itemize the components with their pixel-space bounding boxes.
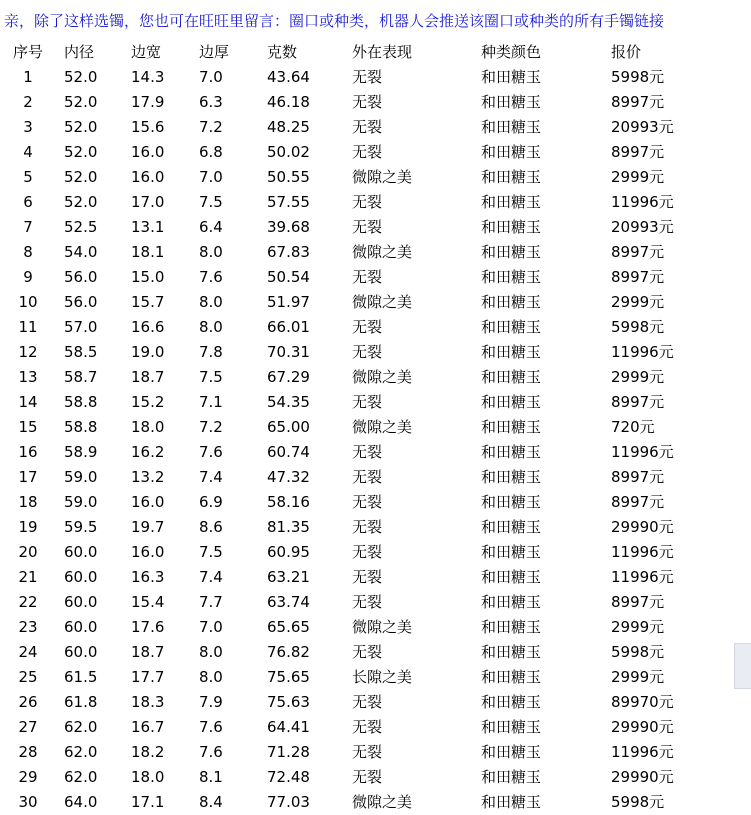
row-price: 11996元 xyxy=(611,568,674,586)
row-band-width: 13.1 xyxy=(131,218,165,236)
row-price: 29990元 xyxy=(611,518,674,536)
row-band-thickness: 8.0 xyxy=(199,243,223,261)
row-price: 11996元 xyxy=(611,743,674,761)
row-weight: 65.00 xyxy=(267,418,310,436)
row-type-color: 和田糖玉 xyxy=(481,693,542,711)
row-band-thickness: 7.5 xyxy=(199,543,223,561)
row-type-color: 和田糖玉 xyxy=(481,293,542,311)
table-row xyxy=(0,565,751,590)
row-index: 8 xyxy=(23,243,33,261)
row-index: 2 xyxy=(23,93,33,111)
row-weight: 46.18 xyxy=(267,93,310,111)
row-index: 28 xyxy=(18,743,38,761)
row-weight: 63.74 xyxy=(267,593,310,611)
row-band-width: 16.7 xyxy=(131,718,165,736)
row-type-color: 和田糖玉 xyxy=(481,393,542,411)
row-weight: 76.82 xyxy=(267,643,310,661)
row-weight: 57.55 xyxy=(267,193,310,211)
row-price: 11996元 xyxy=(611,193,674,211)
row-type-color: 和田糖玉 xyxy=(481,318,542,336)
row-type-color: 和田糖玉 xyxy=(481,343,542,361)
row-inner-diameter: 52.0 xyxy=(64,68,98,86)
row-price: 11996元 xyxy=(611,443,674,461)
header-band-width: 边宽 xyxy=(131,43,162,61)
header-index: 序号 xyxy=(12,43,43,61)
row-appearance: 无裂 xyxy=(352,143,383,161)
row-band-thickness: 7.0 xyxy=(199,618,223,636)
table-row xyxy=(0,240,751,265)
row-price: 2999元 xyxy=(611,168,665,186)
row-band-width: 16.0 xyxy=(131,493,165,511)
row-index: 13 xyxy=(18,368,38,386)
row-price: 720元 xyxy=(611,418,655,436)
row-band-thickness: 7.9 xyxy=(199,693,223,711)
row-appearance: 无裂 xyxy=(352,593,383,611)
row-appearance: 无裂 xyxy=(352,218,383,236)
row-band-width: 17.1 xyxy=(131,793,165,811)
row-band-thickness: 7.5 xyxy=(199,368,223,386)
row-band-thickness: 6.9 xyxy=(199,493,223,511)
table-row xyxy=(0,265,751,290)
row-price: 5998元 xyxy=(611,318,665,336)
row-weight: 60.95 xyxy=(267,543,310,561)
table-row xyxy=(0,390,751,415)
row-appearance: 无裂 xyxy=(352,568,383,586)
row-type-color: 和田糖玉 xyxy=(481,568,542,586)
row-band-width: 16.6 xyxy=(131,318,165,336)
row-band-width: 15.2 xyxy=(131,393,165,411)
row-weight: 39.68 xyxy=(267,218,310,236)
table-row xyxy=(0,640,751,665)
row-price: 11996元 xyxy=(611,343,674,361)
row-index: 6 xyxy=(23,193,33,211)
row-type-color: 和田糖玉 xyxy=(481,743,542,761)
row-type-color: 和田糖玉 xyxy=(481,168,542,186)
row-index: 21 xyxy=(18,568,38,586)
row-inner-diameter: 52.0 xyxy=(64,93,98,111)
row-band-thickness: 7.6 xyxy=(199,743,223,761)
row-appearance: 无裂 xyxy=(352,268,383,286)
row-price: 11996元 xyxy=(611,543,674,561)
header-inner-diameter: 内径 xyxy=(64,43,95,61)
row-band-thickness: 8.0 xyxy=(199,293,223,311)
row-price: 8997元 xyxy=(611,143,665,161)
row-appearance: 无裂 xyxy=(352,93,383,111)
row-inner-diameter: 61.8 xyxy=(64,693,98,711)
row-price: 29990元 xyxy=(611,718,674,736)
row-band-width: 17.9 xyxy=(131,93,165,111)
table-row xyxy=(0,190,751,215)
row-weight: 47.32 xyxy=(267,468,310,486)
row-band-width: 14.3 xyxy=(131,68,165,86)
row-band-width: 19.0 xyxy=(131,343,165,361)
row-appearance: 无裂 xyxy=(352,68,383,86)
row-price: 89970元 xyxy=(611,693,674,711)
row-index: 9 xyxy=(23,268,33,286)
row-index: 23 xyxy=(18,618,38,636)
row-band-thickness: 7.6 xyxy=(199,718,223,736)
row-index: 24 xyxy=(18,643,38,661)
row-appearance: 无裂 xyxy=(352,193,383,211)
row-inner-diameter: 56.0 xyxy=(64,293,98,311)
table-row xyxy=(0,440,751,465)
row-band-thickness: 6.3 xyxy=(199,93,223,111)
row-weight: 81.35 xyxy=(267,518,310,536)
row-band-thickness: 8.1 xyxy=(199,768,223,786)
row-index: 30 xyxy=(18,793,38,811)
row-index: 1 xyxy=(23,68,33,86)
row-band-thickness: 6.8 xyxy=(199,143,223,161)
row-band-thickness: 8.4 xyxy=(199,793,223,811)
row-index: 29 xyxy=(18,768,38,786)
row-weight: 77.03 xyxy=(267,793,310,811)
row-weight: 75.63 xyxy=(267,693,310,711)
row-index: 19 xyxy=(18,518,38,536)
row-band-thickness: 7.2 xyxy=(199,118,223,136)
row-inner-diameter: 56.0 xyxy=(64,268,98,286)
row-index: 25 xyxy=(18,668,38,686)
row-appearance: 长隙之美 xyxy=(352,668,413,686)
row-price: 2999元 xyxy=(611,293,665,311)
row-band-width: 18.0 xyxy=(131,768,165,786)
row-weight: 48.25 xyxy=(267,118,310,136)
row-index: 16 xyxy=(18,443,38,461)
row-appearance: 微隙之美 xyxy=(352,243,413,261)
row-price: 5998元 xyxy=(611,68,665,86)
row-inner-diameter: 58.7 xyxy=(64,368,98,386)
row-type-color: 和田糖玉 xyxy=(481,368,542,386)
row-type-color: 和田糖玉 xyxy=(481,243,542,261)
table-header xyxy=(0,40,751,65)
table-row xyxy=(0,65,751,90)
row-inner-diameter: 60.0 xyxy=(64,568,98,586)
row-band-thickness: 7.0 xyxy=(199,68,223,86)
header-price: 报价 xyxy=(611,43,642,61)
row-weight: 66.01 xyxy=(267,318,310,336)
row-appearance: 无裂 xyxy=(352,768,383,786)
header-appearance: 外在表现 xyxy=(352,43,413,61)
row-weight: 67.83 xyxy=(267,243,310,261)
row-band-width: 18.0 xyxy=(131,418,165,436)
table-row xyxy=(0,215,751,240)
row-inner-diameter: 59.5 xyxy=(64,518,98,536)
row-band-width: 16.0 xyxy=(131,168,165,186)
row-type-color: 和田糖玉 xyxy=(481,668,542,686)
row-type-color: 和田糖玉 xyxy=(481,68,542,86)
row-band-width: 16.3 xyxy=(131,568,165,586)
row-index: 4 xyxy=(23,143,33,161)
row-inner-diameter: 52.0 xyxy=(64,168,98,186)
table-row xyxy=(0,415,751,440)
row-inner-diameter: 62.0 xyxy=(64,743,98,761)
row-band-width: 17.0 xyxy=(131,193,165,211)
row-weight: 58.16 xyxy=(267,493,310,511)
table-row xyxy=(0,665,751,690)
row-price: 8997元 xyxy=(611,268,665,286)
row-appearance: 无裂 xyxy=(352,518,383,536)
row-band-thickness: 7.0 xyxy=(199,168,223,186)
row-band-thickness: 7.6 xyxy=(199,443,223,461)
row-inner-diameter: 52.0 xyxy=(64,193,98,211)
row-band-thickness: 7.4 xyxy=(199,568,223,586)
row-price: 5998元 xyxy=(611,643,665,661)
row-weight: 71.28 xyxy=(267,743,310,761)
row-inner-diameter: 57.0 xyxy=(64,318,98,336)
row-inner-diameter: 60.0 xyxy=(64,543,98,561)
bracelet-table xyxy=(0,40,751,815)
row-inner-diameter: 60.0 xyxy=(64,593,98,611)
table-row xyxy=(0,740,751,765)
row-appearance: 无裂 xyxy=(352,743,383,761)
row-index: 14 xyxy=(18,393,38,411)
row-weight: 50.02 xyxy=(267,143,310,161)
row-band-width: 17.7 xyxy=(131,668,165,686)
row-band-width: 17.6 xyxy=(131,618,165,636)
row-inner-diameter: 59.0 xyxy=(64,468,98,486)
row-price: 29990元 xyxy=(611,768,674,786)
header-weight: 克数 xyxy=(267,43,298,61)
row-inner-diameter: 54.0 xyxy=(64,243,98,261)
side-scroll-tab[interactable] xyxy=(734,643,751,689)
row-price: 2999元 xyxy=(611,618,665,636)
table-row xyxy=(0,90,751,115)
row-weight: 75.65 xyxy=(267,668,310,686)
table-row xyxy=(0,315,751,340)
row-weight: 65.65 xyxy=(267,618,310,636)
row-price: 8997元 xyxy=(611,393,665,411)
row-price: 8997元 xyxy=(611,468,665,486)
row-index: 22 xyxy=(18,593,38,611)
row-band-thickness: 8.0 xyxy=(199,318,223,336)
row-weight: 54.35 xyxy=(267,393,310,411)
row-appearance: 无裂 xyxy=(352,468,383,486)
row-type-color: 和田糖玉 xyxy=(481,468,542,486)
row-inner-diameter: 62.0 xyxy=(64,768,98,786)
row-inner-diameter: 60.0 xyxy=(64,618,98,636)
row-index: 11 xyxy=(18,318,38,336)
row-price: 5998元 xyxy=(611,793,665,811)
row-index: 7 xyxy=(23,218,33,236)
row-appearance: 无裂 xyxy=(352,718,383,736)
row-weight: 43.64 xyxy=(267,68,310,86)
row-weight: 60.74 xyxy=(267,443,310,461)
row-index: 3 xyxy=(23,118,33,136)
row-appearance: 微隙之美 xyxy=(352,418,413,436)
row-price: 20993元 xyxy=(611,118,674,136)
row-type-color: 和田糖玉 xyxy=(481,143,542,161)
row-band-width: 18.1 xyxy=(131,243,165,261)
row-weight: 50.55 xyxy=(267,168,310,186)
table-row xyxy=(0,540,751,565)
table-row xyxy=(0,690,751,715)
table-row xyxy=(0,165,751,190)
row-inner-diameter: 64.0 xyxy=(64,793,98,811)
row-type-color: 和田糖玉 xyxy=(481,493,542,511)
row-band-width: 15.6 xyxy=(131,118,165,136)
row-appearance: 无裂 xyxy=(352,493,383,511)
table-row xyxy=(0,340,751,365)
table-row xyxy=(0,465,751,490)
row-inner-diameter: 61.5 xyxy=(64,668,98,686)
row-index: 27 xyxy=(18,718,38,736)
row-inner-diameter: 58.5 xyxy=(64,343,98,361)
row-weight: 72.48 xyxy=(267,768,310,786)
row-band-width: 15.4 xyxy=(131,593,165,611)
row-inner-diameter: 52.0 xyxy=(64,143,98,161)
row-type-color: 和田糖玉 xyxy=(481,93,542,111)
row-index: 10 xyxy=(18,293,38,311)
row-band-thickness: 7.7 xyxy=(199,593,223,611)
table-row xyxy=(0,515,751,540)
row-type-color: 和田糖玉 xyxy=(481,768,542,786)
row-index: 5 xyxy=(23,168,33,186)
row-inner-diameter: 60.0 xyxy=(64,643,98,661)
row-type-color: 和田糖玉 xyxy=(481,118,542,136)
row-band-thickness: 7.4 xyxy=(199,468,223,486)
row-band-width: 18.3 xyxy=(131,693,165,711)
row-type-color: 和田糖玉 xyxy=(481,268,542,286)
row-price: 2999元 xyxy=(611,368,665,386)
header-band-thickness: 边厚 xyxy=(199,43,230,61)
row-band-thickness: 7.1 xyxy=(199,393,223,411)
row-type-color: 和田糖玉 xyxy=(481,718,542,736)
table-row xyxy=(0,490,751,515)
row-price: 8997元 xyxy=(611,493,665,511)
row-weight: 51.97 xyxy=(267,293,310,311)
row-appearance: 无裂 xyxy=(352,693,383,711)
row-band-thickness: 8.0 xyxy=(199,643,223,661)
row-band-width: 18.2 xyxy=(131,743,165,761)
table-row xyxy=(0,290,751,315)
row-inner-diameter: 52.5 xyxy=(64,218,98,236)
header-type-color: 种类颜色 xyxy=(481,43,542,61)
table-row xyxy=(0,365,751,390)
row-price: 8997元 xyxy=(611,93,665,111)
row-band-thickness: 7.6 xyxy=(199,268,223,286)
row-appearance: 无裂 xyxy=(352,343,383,361)
row-type-color: 和田糖玉 xyxy=(481,443,542,461)
row-appearance: 无裂 xyxy=(352,318,383,336)
row-band-width: 13.2 xyxy=(131,468,165,486)
row-appearance: 无裂 xyxy=(352,118,383,136)
row-type-color: 和田糖玉 xyxy=(481,618,542,636)
row-inner-diameter: 59.0 xyxy=(64,493,98,511)
row-band-thickness: 6.4 xyxy=(199,218,223,236)
row-type-color: 和田糖玉 xyxy=(481,193,542,211)
row-appearance: 无裂 xyxy=(352,393,383,411)
row-appearance: 无裂 xyxy=(352,543,383,561)
row-appearance: 微隙之美 xyxy=(352,293,413,311)
row-index: 20 xyxy=(18,543,38,561)
row-type-color: 和田糖玉 xyxy=(481,793,542,811)
row-inner-diameter: 58.8 xyxy=(64,393,98,411)
row-index: 26 xyxy=(18,693,38,711)
row-band-width: 18.7 xyxy=(131,643,165,661)
row-weight: 64.41 xyxy=(267,718,310,736)
row-band-width: 18.7 xyxy=(131,368,165,386)
row-band-thickness: 8.0 xyxy=(199,668,223,686)
row-index: 18 xyxy=(18,493,38,511)
row-appearance: 无裂 xyxy=(352,643,383,661)
row-type-color: 和田糖玉 xyxy=(481,643,542,661)
row-price: 8997元 xyxy=(611,593,665,611)
row-inner-diameter: 62.0 xyxy=(64,718,98,736)
row-weight: 50.54 xyxy=(267,268,310,286)
row-type-color: 和田糖玉 xyxy=(481,518,542,536)
row-appearance: 微隙之美 xyxy=(352,368,413,386)
row-price: 2999元 xyxy=(611,668,665,686)
row-band-thickness: 7.2 xyxy=(199,418,223,436)
table-row xyxy=(0,790,751,815)
table-row xyxy=(0,615,751,640)
row-band-width: 15.0 xyxy=(131,268,165,286)
row-band-width: 15.7 xyxy=(131,293,165,311)
row-appearance: 微隙之美 xyxy=(352,168,413,186)
row-inner-diameter: 58.8 xyxy=(64,418,98,436)
table-row xyxy=(0,115,751,140)
row-price: 20993元 xyxy=(611,218,674,236)
row-type-color: 和田糖玉 xyxy=(481,218,542,236)
row-band-thickness: 7.8 xyxy=(199,343,223,361)
table-row xyxy=(0,715,751,740)
row-type-color: 和田糖玉 xyxy=(481,593,542,611)
row-band-thickness: 8.6 xyxy=(199,518,223,536)
row-inner-diameter: 52.0 xyxy=(64,118,98,136)
notice-text: 亲，除了这样选镯，您也可在旺旺里留言：圈口或种类，机器人会推送该圈口或种类的所有手镯链接 xyxy=(4,12,665,30)
table-row xyxy=(0,765,751,790)
row-band-width: 16.0 xyxy=(131,543,165,561)
row-inner-diameter: 58.9 xyxy=(64,443,98,461)
row-band-thickness: 7.5 xyxy=(199,193,223,211)
row-price: 8997元 xyxy=(611,243,665,261)
row-band-width: 19.7 xyxy=(131,518,165,536)
row-appearance: 微隙之美 xyxy=(352,793,413,811)
table-row xyxy=(0,140,751,165)
row-weight: 70.31 xyxy=(267,343,310,361)
row-index: 17 xyxy=(18,468,38,486)
row-appearance: 无裂 xyxy=(352,443,383,461)
table-row xyxy=(0,590,751,615)
row-weight: 67.29 xyxy=(267,368,310,386)
row-appearance: 微隙之美 xyxy=(352,618,413,636)
row-band-width: 16.0 xyxy=(131,143,165,161)
row-index: 12 xyxy=(18,343,38,361)
row-weight: 63.21 xyxy=(267,568,310,586)
row-type-color: 和田糖玉 xyxy=(481,543,542,561)
row-index: 15 xyxy=(18,418,38,436)
row-type-color: 和田糖玉 xyxy=(481,418,542,436)
row-band-width: 16.2 xyxy=(131,443,165,461)
